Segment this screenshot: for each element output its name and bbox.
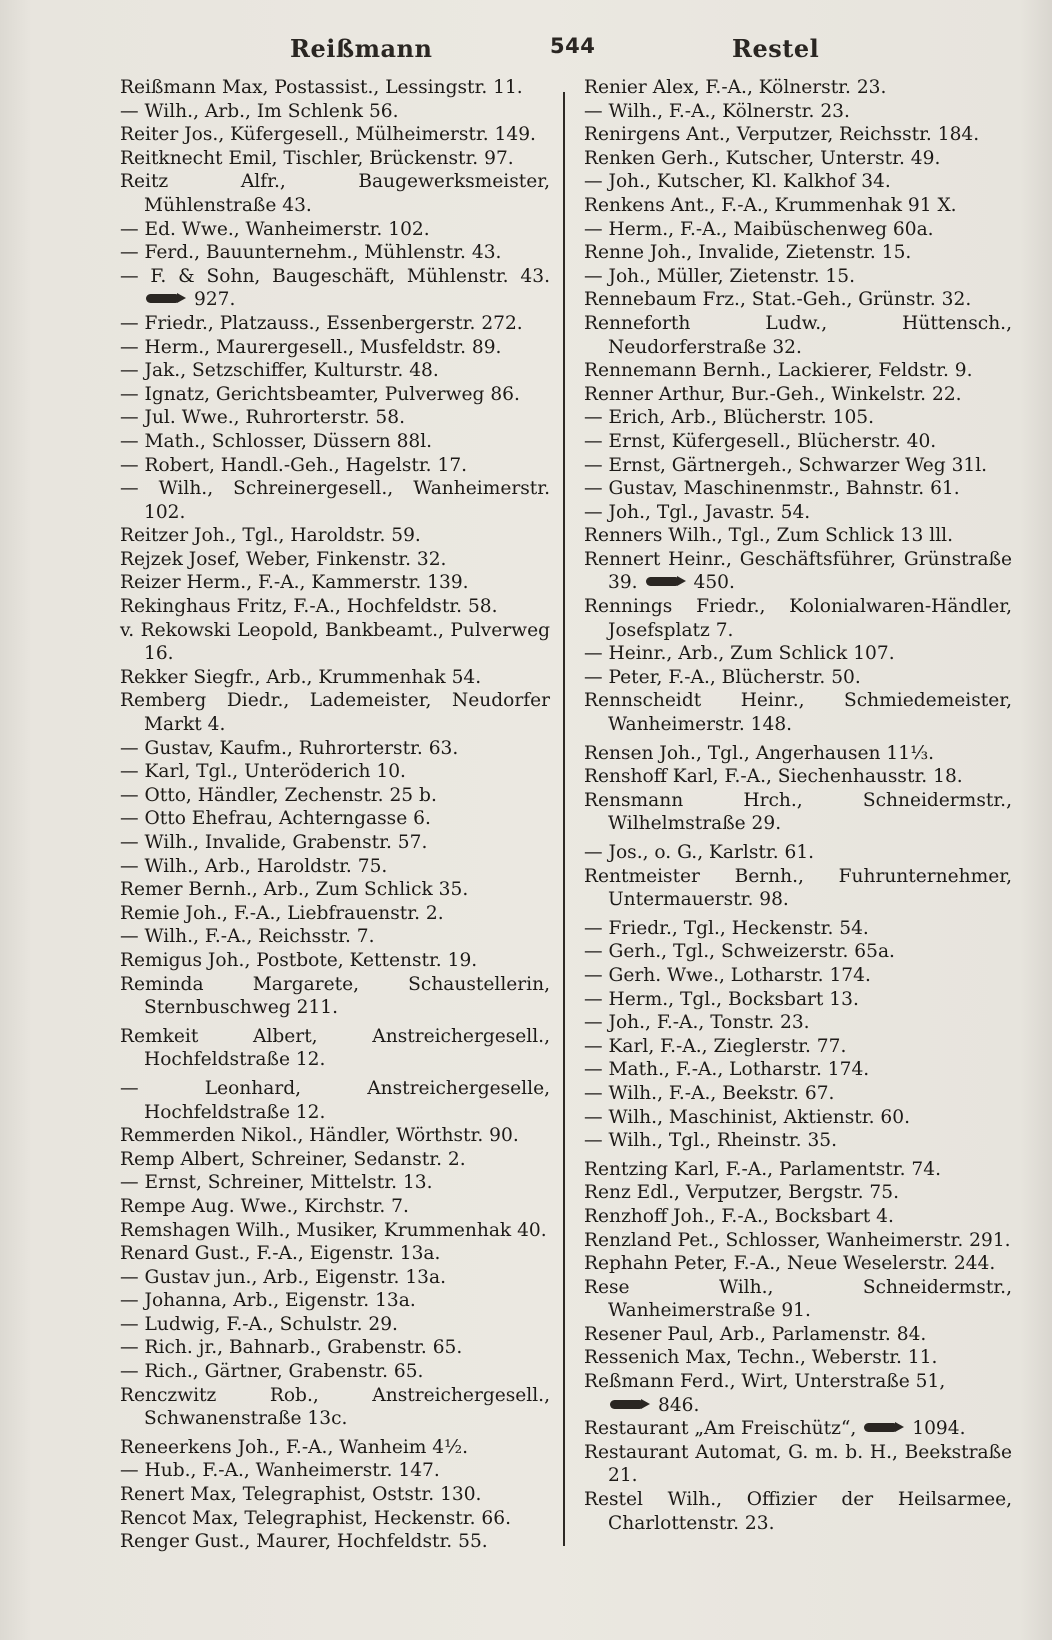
entry-text: — Jul. Wwe., Ruhrorterstr. 58. [120,407,405,429]
directory-entry [584,1370,1012,1417]
directory-entry [584,940,1012,964]
telephone-number: 450. [693,572,735,594]
directory-entry [120,666,550,690]
directory-entry [584,1276,1012,1323]
entry-text: — Ignatz, Gerichtsbeamter, Pulverweg 86. [120,383,520,405]
entry-text: — Joh., F.-A., Tonstr. 23. [584,1012,810,1034]
entry-text: — Ernst, Küfergesell., Blücherstr. 40. [584,430,937,452]
entry-text: Renners Wilh., Tgl., Zum Schlick 13 lll. [584,525,954,547]
running-head-right: Restel [732,34,820,63]
entry-text: Rejzek Josef, Weber, Finkenstr. 32. [120,548,447,570]
directory-entry [120,1313,550,1337]
directory-entry [120,477,550,524]
entry-text: Renner Arthur, Bur.-Geh., Winkelstr. 22. [584,383,962,405]
directory-entry [120,1025,550,1072]
entry-text: Renz Edl., Verputzer, Bergstr. 75. [584,1182,899,1204]
entry-text: — Erich, Arb., Blücherstr. 105. [584,407,875,429]
entry-text: Ressenich Max, Techn., Weberstr. 11. [584,1347,938,1369]
entry-text: — Joh., Kutscher, Kl. Kalkhof 34. [584,171,891,193]
entry-text: — Robert, Handl.-Geh., Hagelstr. 17. [120,454,468,476]
entry-text: — Ed. Wwe., Wanheimerstr. 102. [120,218,430,240]
directory-entry [120,1384,550,1431]
entry-text: Renneforth Ludw., Hüttensch., Neudorferstraße 32. [584,312,1012,358]
directory-entry [584,964,1012,988]
entry-text: — Wilh., Arb., Haroldstr. 75. [120,855,388,877]
entry-text: Rese Wilh., Schneidermstr., Wanheimerstraße 91. [584,1276,1012,1322]
directory-entry [120,760,550,784]
directory-entry [120,595,550,619]
entry-text: — Ludwig, F.-A., Schulstr. 29. [120,1313,398,1335]
entry-text: — Ernst, Schreiner, Mittelstr. 13. [120,1172,433,1194]
entry-text: Reneerkens Joh., F.-A., Wanheim 4½. [120,1436,469,1458]
directory-entry [584,312,1012,359]
directory-entry [120,878,550,902]
entry-text: Renkens Ant., F.-A., Krummenhak 91 X. [584,194,957,216]
directory-entry [120,1077,550,1124]
directory-entry [584,1417,1012,1441]
directory-entry [120,1124,550,1148]
directory-entry [584,288,1012,312]
entry-text: Renzland Pet., Schlosser, Wanheimerstr. 291. [584,1229,1011,1251]
entry-text: Rensen Joh., Tgl., Angerhausen 11⅓. [584,742,935,764]
entry-text: Reißmann Max, Postassist., Lessingstr. 11. [120,77,523,98]
directory-entry [120,1507,550,1531]
entry-text: Restel Wilh., Offizier der Heilsarmee, Charlottenstr. 23. [584,1489,1012,1534]
entry-text: — Herm., Tgl., Bocksbart 13. [584,988,859,1010]
entry-text: Reminda Margarete, Schaustellerin, Sternbuschweg 211. [120,973,550,1019]
directory-entry [584,841,1012,865]
directory-entry [584,194,1012,218]
entry-text: — Joh., Müller, Zietenstr. 15. [584,265,856,287]
telephone-number: 1094. [912,1418,966,1440]
directory-entry [120,831,550,855]
directory-entry [120,524,550,548]
directory-entry [120,76,550,100]
directory-entry [120,1530,550,1554]
directory-entry [120,949,550,973]
entry-text: — Ferd., Bauunternehm., Mühlenstr. 43. [120,242,502,264]
entry-text: Rekker Siegfr., Arb., Krummenhak 54. [120,666,482,688]
entry-text: Remberg Diedr., Lademeister, Neudorfer Markt 4. [120,690,550,736]
entry-text: Remshagen Wilh., Musiker, Krummenhak 40. [120,1219,547,1241]
directory-entry [120,454,550,478]
directory-entry [120,902,550,926]
directory-entry [120,406,550,430]
directory-entry [584,359,1012,383]
entry-text: Reiter Jos., Küfergesell., Mülheimerstr. 149. [120,124,536,146]
directory-entry [120,336,550,360]
entry-text: — Heinr., Arb., Zum Schlick 107. [584,643,895,665]
directory-entry [584,548,1012,595]
entry-text: — Herm., Maurergesell., Musfeldstr. 89. [120,336,502,358]
entry-text: — Wilh., Invalide, Grabenstr. 57. [120,832,428,853]
telephone-number: 846. [658,1394,700,1416]
directory-entry [584,383,1012,407]
entry-text: — Otto, Händler, Zechenstr. 25 b. [120,784,437,806]
entry-text: Restaurant „Am Freischütz“, [584,1418,857,1440]
directory-entry [120,100,550,124]
directory-entry [584,1129,1012,1153]
directory-entry [584,524,1012,548]
directory-entry [120,1195,550,1219]
directory-entry [584,988,1012,1012]
entry-text: — Wilh., F.-A., Reichsstr. 7. [120,926,375,948]
directory-entry [584,454,1012,478]
entry-text: Rekinghaus Fritz, F.-A., Hochfeldstr. 58. [120,596,498,618]
entry-text: — Leonhard, Anstreichergeselle, Hochfeldstraße 12. [120,1077,550,1123]
telephone-number: 927. [194,289,236,311]
directory-entry [584,501,1012,525]
directory-entry [120,807,550,831]
directory-entry [584,1082,1012,1106]
entry-text: — Math., F.-A., Lotharstr. 174. [584,1059,870,1081]
entry-text: Rennscheidt Heinr., Schmiedemeister, Wanheimerstr. 148. [584,690,1012,736]
telephone-icon [864,1423,904,1432]
directory-entry [120,855,550,879]
entry-text: Renier Alex, F.-A., Kölnerstr. 23. [584,77,887,98]
directory-entry [584,642,1012,666]
directory-entry [584,147,1012,171]
entry-text: Reitz Alfr., Baugewerksmeister, Mühlenstraße 43. [120,171,550,216]
directory-entry [584,100,1012,124]
entry-text: — Hub., F.-A., Wanheimerstr. 147. [120,1460,440,1482]
directory-entry [584,218,1012,242]
directory-entry [120,1436,550,1460]
directory-entry [584,1205,1012,1229]
entry-text: — Math., Schlosser, Düssern 88l. [120,430,433,452]
directory-entry [120,383,550,407]
entry-text: Rentzing Karl, F.-A., Parlamentstr. 74. [584,1158,941,1180]
directory-entry [584,789,1012,836]
directory-entry [584,477,1012,501]
directory-entry [584,1106,1012,1130]
directory-entry [584,1011,1012,1035]
entry-text: Renken Gerh., Kutscher, Unterstr. 49. [584,147,941,169]
directory-entry [584,1252,1012,1276]
entry-text: — Herm., F.-A., Maibüschenweg 60a. [584,218,934,240]
directory-entry [120,123,550,147]
entry-text: Remer Bernh., Arb., Zum Schlick 35. [120,879,469,901]
entry-text: — Wilh., Maschinist, Aktienstr. 60. [584,1106,910,1128]
directory-entry [584,1058,1012,1082]
entry-text: Rennert Heinr., Geschäftsführer, Grünstraße 39. [584,548,1012,594]
telephone-icon [146,294,186,303]
directory-entry [120,430,550,454]
entry-text: — Wilh., Tgl., Rheinstr. 35. [584,1130,838,1152]
directory-entry [120,241,550,265]
entry-text: — Jak., Setzschiffer, Kulturstr. 48. [120,360,439,382]
directory-entry [584,1035,1012,1059]
entry-text: Rempe Aug. Wwe., Kirchstr. 7. [120,1195,409,1217]
entry-text: Rennings Friedr., Kolonialwaren-Händler, Josefsplatz 7. [584,596,1012,641]
directory-entry [120,619,550,666]
entry-text: Reßmann Ferd., Wirt, Unterstraße 51, [584,1371,946,1393]
entry-text: Rencot Max, Telegraphist, Heckenstr. 66. [120,1507,511,1529]
entry-text: Renger Gust., Maurer, Hochfeldstr. 55. [120,1531,488,1553]
entry-text: Rensmann Hrch., Schneidermstr., Wilhelmstraße 29. [584,789,1012,835]
entry-text: Resener Paul, Arb., Parlamenstr. 84. [584,1323,927,1345]
directory-entry [120,1219,550,1243]
column-divider [563,92,565,1546]
directory-entry [584,1441,1012,1488]
directory-entry [120,1148,550,1172]
entry-text: Remp Albert, Schreiner, Sedanstr. 2. [120,1148,466,1170]
directory-entry [120,548,550,572]
directory-entry [120,359,550,383]
entry-text: Remigus Joh., Postbote, Kettenstr. 19. [120,949,478,971]
directory-entry [120,737,550,761]
entry-text: — Wilh., F.-A., Kölnerstr. 23. [584,100,850,122]
directory-entry [120,1459,550,1483]
directory-entry [120,689,550,736]
directory-entry [584,123,1012,147]
directory-entry [584,406,1012,430]
entry-text: — Gerh., Tgl., Schweizerstr. 65a. [584,941,895,963]
entry-text: — Johanna, Arb., Eigenstr. 13a. [120,1290,416,1312]
running-head-left: Reißmann [290,34,433,63]
entry-text: Renshoff Karl, F.-A., Siechenhausstr. 18. [584,766,963,788]
entry-text: Renne Joh., Invalide, Zietenstr. 15. [584,242,912,264]
entry-text: Reizer Herm., F.-A., Kammerstr. 139. [120,572,469,594]
entry-text: Restaurant Automat, G. m. b. H., Beekstraße 21. [584,1441,1012,1487]
directory-entry [120,973,550,1020]
entry-text: — Gustav jun., Arb., Eigenstr. 13a. [120,1266,446,1288]
entry-text: — Jos., o. G., Karlstr. 61. [584,842,815,863]
entry-text: — Rich. jr., Bahnarb., Grabenstr. 65. [120,1337,463,1359]
entry-text: Remkeit Albert, Anstreichergesell., Hochfeldstraße 12. [120,1025,550,1071]
entry-text: — Gustav, Maschinenmstr., Bahnstr. 61. [584,478,960,500]
entry-text: — Karl, Tgl., Unteröderich 10. [120,761,406,783]
entry-text: Renirgens Ant., Verputzer, Reichsstr. 184. [584,124,980,146]
entry-text: Renert Max, Telegraphist, Oststr. 130. [120,1484,482,1506]
directory-entry [120,312,550,336]
entry-text: — Otto Ehefrau, Achterngasse 6. [120,808,431,830]
directory-entry [584,265,1012,289]
directory-entry [120,1289,550,1313]
directory-entry [120,1483,550,1507]
directory-entry [120,1336,550,1360]
entry-text: v. Rekowski Leopold, Bankbeamt., Pulverweg 16. [120,619,550,665]
directory-entry [584,595,1012,642]
left-column [120,76,550,1554]
entry-text: — Peter, F.-A., Blücherstr. 50. [584,666,861,688]
directory-entry [584,689,1012,736]
directory-entry [584,865,1012,912]
directory-entry [584,1181,1012,1205]
directory-entry [584,917,1012,941]
entry-text: Renzhoff Joh., F.-A., Bocksbart 4. [584,1205,894,1227]
directory-entry [584,1323,1012,1347]
entry-text: — Karl, F.-A., Zieglerstr. 77. [584,1035,847,1057]
directory-entry [584,765,1012,789]
directory-entry [120,571,550,595]
entry-text: — Friedr., Platzauss., Essenbergerstr. 272. [120,312,523,334]
directory-entry [120,147,550,171]
directory-entry [584,1488,1012,1535]
entry-text: — Joh., Tgl., Javastr. 54. [584,501,811,523]
right-column [584,76,1012,1535]
directory-entry [120,1266,550,1290]
telephone-icon [610,1400,650,1409]
directory-entry [120,170,550,217]
entry-text: — Ernst, Gärtnergeh., Schwarzer Weg 31l. [584,454,988,476]
entry-text: — Friedr., Tgl., Heckenstr. 54. [584,917,869,939]
entry-text: Remie Joh., F.-A., Liebfrauenstr. 2. [120,902,444,924]
telephone-icon [646,577,686,586]
directory-entry [584,170,1012,194]
directory-entry [584,76,1012,100]
entry-text: Renczwitz Rob., Anstreichergesell., Schwanenstraße 13c. [120,1384,550,1430]
directory-entry [120,1242,550,1266]
page-number: 544 [550,34,596,58]
entry-text: Remmerden Nikol., Händler, Wörthstr. 90. [120,1125,519,1147]
entry-text: Rennebaum Frz., Stat.-Geh., Grünstr. 32. [584,289,972,311]
directory-entry [120,1360,550,1384]
directory-entry [584,1158,1012,1182]
entry-text: Rephahn Peter, F.-A., Neue Weselerstr. 244. [584,1253,996,1275]
entry-text: — Wilh., F.-A., Beekstr. 67. [584,1082,835,1104]
entry-text: Rennemann Bernh., Lackierer, Feldstr. 9. [584,360,973,382]
directory-entry [120,784,550,808]
directory-entry [584,666,1012,690]
entry-text: Reitzer Joh., Tgl., Haroldstr. 59. [120,525,421,547]
entry-text: — Wilh., Schreinergesell., Wanheimerstr. 102. [120,478,550,523]
directory-entry [584,1229,1012,1253]
entry-text: Renard Gust., F.-A., Eigenstr. 13a. [120,1243,441,1265]
entry-text: Rentmeister Bernh., Fuhrunternehmer, Untermauerstr. 98. [584,865,1012,911]
page-header [0,34,1052,68]
entry-text: — Wilh., Arb., Im Schlenk 56. [120,100,399,122]
directory-entry [584,1346,1012,1370]
directory-entry [584,241,1012,265]
directory-entry [584,742,1012,766]
entry-text: — Rich., Gärtner, Grabenstr. 65. [120,1361,424,1383]
entry-text: Reitknecht Emil, Tischler, Brückenstr. 97. [120,147,514,169]
entry-text: — Gerh. Wwe., Lotharstr. 174. [584,964,871,986]
entry-text: — F. & Sohn, Baugeschäft, Mühlenstr. 43. [120,265,550,287]
directory-entry [120,1171,550,1195]
directory-entry [120,265,550,312]
directory-entry [120,218,550,242]
entry-text: — Gustav, Kaufm., Ruhrorterstr. 63. [120,737,459,759]
directory-entry [120,925,550,949]
directory-entry [584,430,1012,454]
